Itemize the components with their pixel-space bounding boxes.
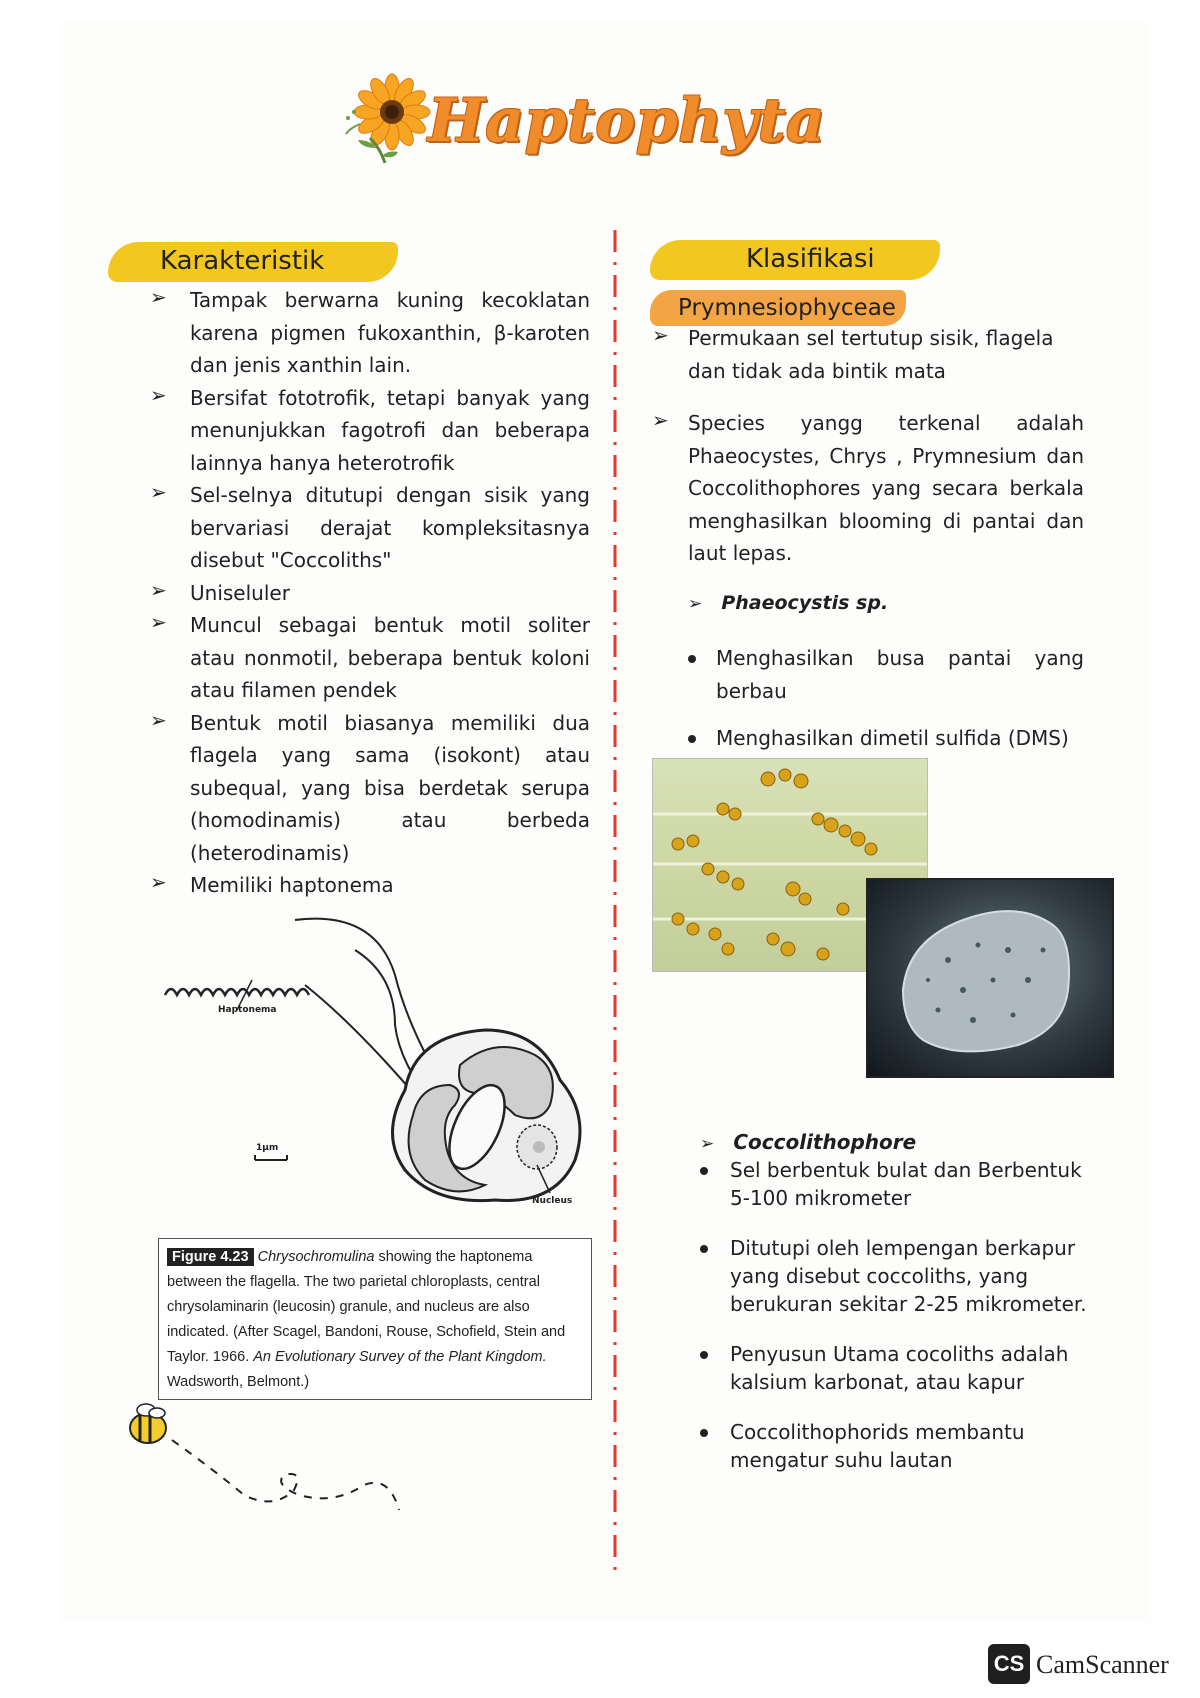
karakteristik-item-3: Sel-selnya ditutupi dengan sisik yang bervariasi derajat kompleksitasnya disebut "Coccoliths": [190, 483, 590, 572]
arrow-bullet-icon: ➢: [150, 707, 167, 732]
phaeocystis-text-1: Menghasilkan busa pantai yang berbau: [716, 646, 1084, 703]
phaeocystis-text-2: Menghasilkan dimetil sulfida (DMS): [716, 726, 1069, 750]
list-item: [150, 479, 590, 577]
prymnesiophyceae-subheader: Prymnesiophyceae: [678, 295, 896, 321]
figure-caption-text: showing the haptonema between the flagella. The two parietal chloroplasts, central chrysolaminarin (leucosin) granule, and nucleus are also indicated. (After Scagel, Bandoni, Rouse, Schofield, Stein and Taylor. 1966.: [167, 1249, 566, 1365]
coccolithophore-bullet-1: [700, 1156, 1100, 1212]
list-item: [652, 322, 1084, 387]
karakteristik-item-2: Bersifat fototrofik, tetapi banyak yang menunjukkan fagotrofi dan beberapa lainnya hanya heterotrofik: [190, 385, 590, 475]
karakteristik-item-6: Bentuk motil biasanya memiliki dua flagela yang sama (isokont) atau subequal, yang bisa berdetak serupa (homodinamis) atau berbeda (heterodinamis): [190, 710, 590, 865]
coccolithophore-bullet-3: [700, 1340, 1100, 1396]
dot-bullet-icon: [700, 1351, 708, 1359]
coccolithophore-heading-row: [700, 1130, 916, 1154]
coccolithophore-text-1: Sel berbentuk bulat dan Berbentuk 5-100 mikrometer: [730, 1158, 1082, 1210]
figure-caption-box: [158, 1238, 592, 1400]
figure-tag: Figure 4.23: [167, 1248, 254, 1266]
phaeocystis-heading: Phaeocystis sp.: [721, 592, 889, 614]
dot-bullet-icon: [700, 1429, 708, 1437]
bee-icon: [124, 1400, 424, 1520]
phaeocystis-bullet-2: [688, 722, 1088, 755]
karakteristik-header: Karakteristik: [160, 246, 325, 276]
arrow-bullet-icon: ➢: [150, 382, 167, 407]
arrow-bullet-icon: ➢: [150, 870, 167, 894]
arrow-bullet-icon: ➢: [688, 594, 703, 614]
coccolithophore-bullet-4: [700, 1418, 1110, 1474]
coccolithophore-heading: Coccolithophore: [733, 1130, 917, 1154]
figure-book-title: An Evolutionary Survey of the Plant Kingdom.: [253, 1349, 547, 1365]
list-item: [150, 609, 590, 707]
list-item: [150, 707, 590, 870]
klasifikasi-item-1: Permukaan sel tertutup sisik, flagela dan tidak ada bintik mata: [688, 326, 1054, 383]
coccolithophore-text-2: Ditutupi oleh lempengan berkapur yang disebut coccoliths, yang berukuran sekitar 2-25 mikrometer.: [730, 1236, 1087, 1316]
phaeocystis-heading-row: [688, 592, 888, 614]
camscanner-watermark: CamScanner: [1036, 1650, 1169, 1679]
nucleus-label: Nucleus: [532, 1196, 573, 1206]
phaeocystis-bullet-1: [688, 642, 1084, 707]
dot-bullet-icon: [688, 655, 696, 663]
dot-bullet-icon: [700, 1245, 708, 1253]
figure-caption: [159, 1239, 591, 1401]
coccolithophore-text-4: Coccolithophorids membantu mengatur suhu lautan: [730, 1420, 1025, 1472]
karakteristik-item-5: Muncul sebagai bentuk motil soliter atau nonmotil, beberapa bentuk koloni atau filamen pendek: [190, 613, 590, 702]
list-item: [150, 284, 590, 382]
klasifikasi-header: Klasifikasi: [746, 244, 875, 274]
figure-publisher: Wadsworth, Belmont.): [167, 1374, 310, 1390]
dot-bullet-icon: [700, 1167, 708, 1175]
page-title: Haptophyta: [428, 86, 826, 156]
column-divider: [612, 230, 618, 1580]
karakteristik-list: [150, 284, 590, 902]
arrow-bullet-icon: ➢: [150, 285, 167, 309]
karakteristik-item-7: Memiliki haptonema: [190, 873, 394, 897]
figure-species: Chrysochromulina: [257, 1249, 375, 1265]
camscanner-logo-icon: CS: [988, 1644, 1030, 1684]
karakteristik-item-4: Uniseluler: [190, 580, 290, 605]
chrysochromulina-diagram: [155, 915, 595, 1215]
arrow-bullet-icon: ➢: [700, 1134, 715, 1154]
scale-label: 1µm: [256, 1143, 279, 1153]
list-item: [150, 577, 590, 610]
coccolithophore-photo: [866, 878, 1114, 1078]
haptonema-label: Haptonema: [218, 1005, 277, 1015]
sunflower-icon: [340, 68, 440, 168]
dot-bullet-icon: [688, 735, 696, 743]
coccolithophore-bullet-2: [700, 1234, 1110, 1318]
list-item: [150, 869, 590, 902]
arrow-bullet-icon: ➢: [150, 610, 167, 634]
arrow-bullet-icon: ➢: [150, 480, 167, 504]
klasifikasi-item-2: Species yangg terkenal adalah Phaeocystes, Chrys , Prymnesium dan Coccolithophores yang secara berkala menghasilkan blooming di pantai dan laut lepas.: [688, 411, 1084, 565]
arrow-bullet-icon: ➢: [652, 323, 669, 347]
arrow-bullet-icon: ➢: [652, 408, 669, 432]
list-item: [652, 407, 1084, 570]
karakteristik-item-1: Tampak berwarna kuning kecoklatan karena pigmen fukoxanthin, β-karoten dan jenis xanthin lain.: [190, 288, 590, 377]
klasifikasi-list: [652, 322, 1084, 570]
coccolithophore-text-3: Penyusun Utama cocoliths adalah kalsium karbonat, atau kapur: [730, 1342, 1069, 1394]
arrow-bullet-icon: ➢: [150, 577, 167, 602]
list-item: [150, 382, 590, 480]
